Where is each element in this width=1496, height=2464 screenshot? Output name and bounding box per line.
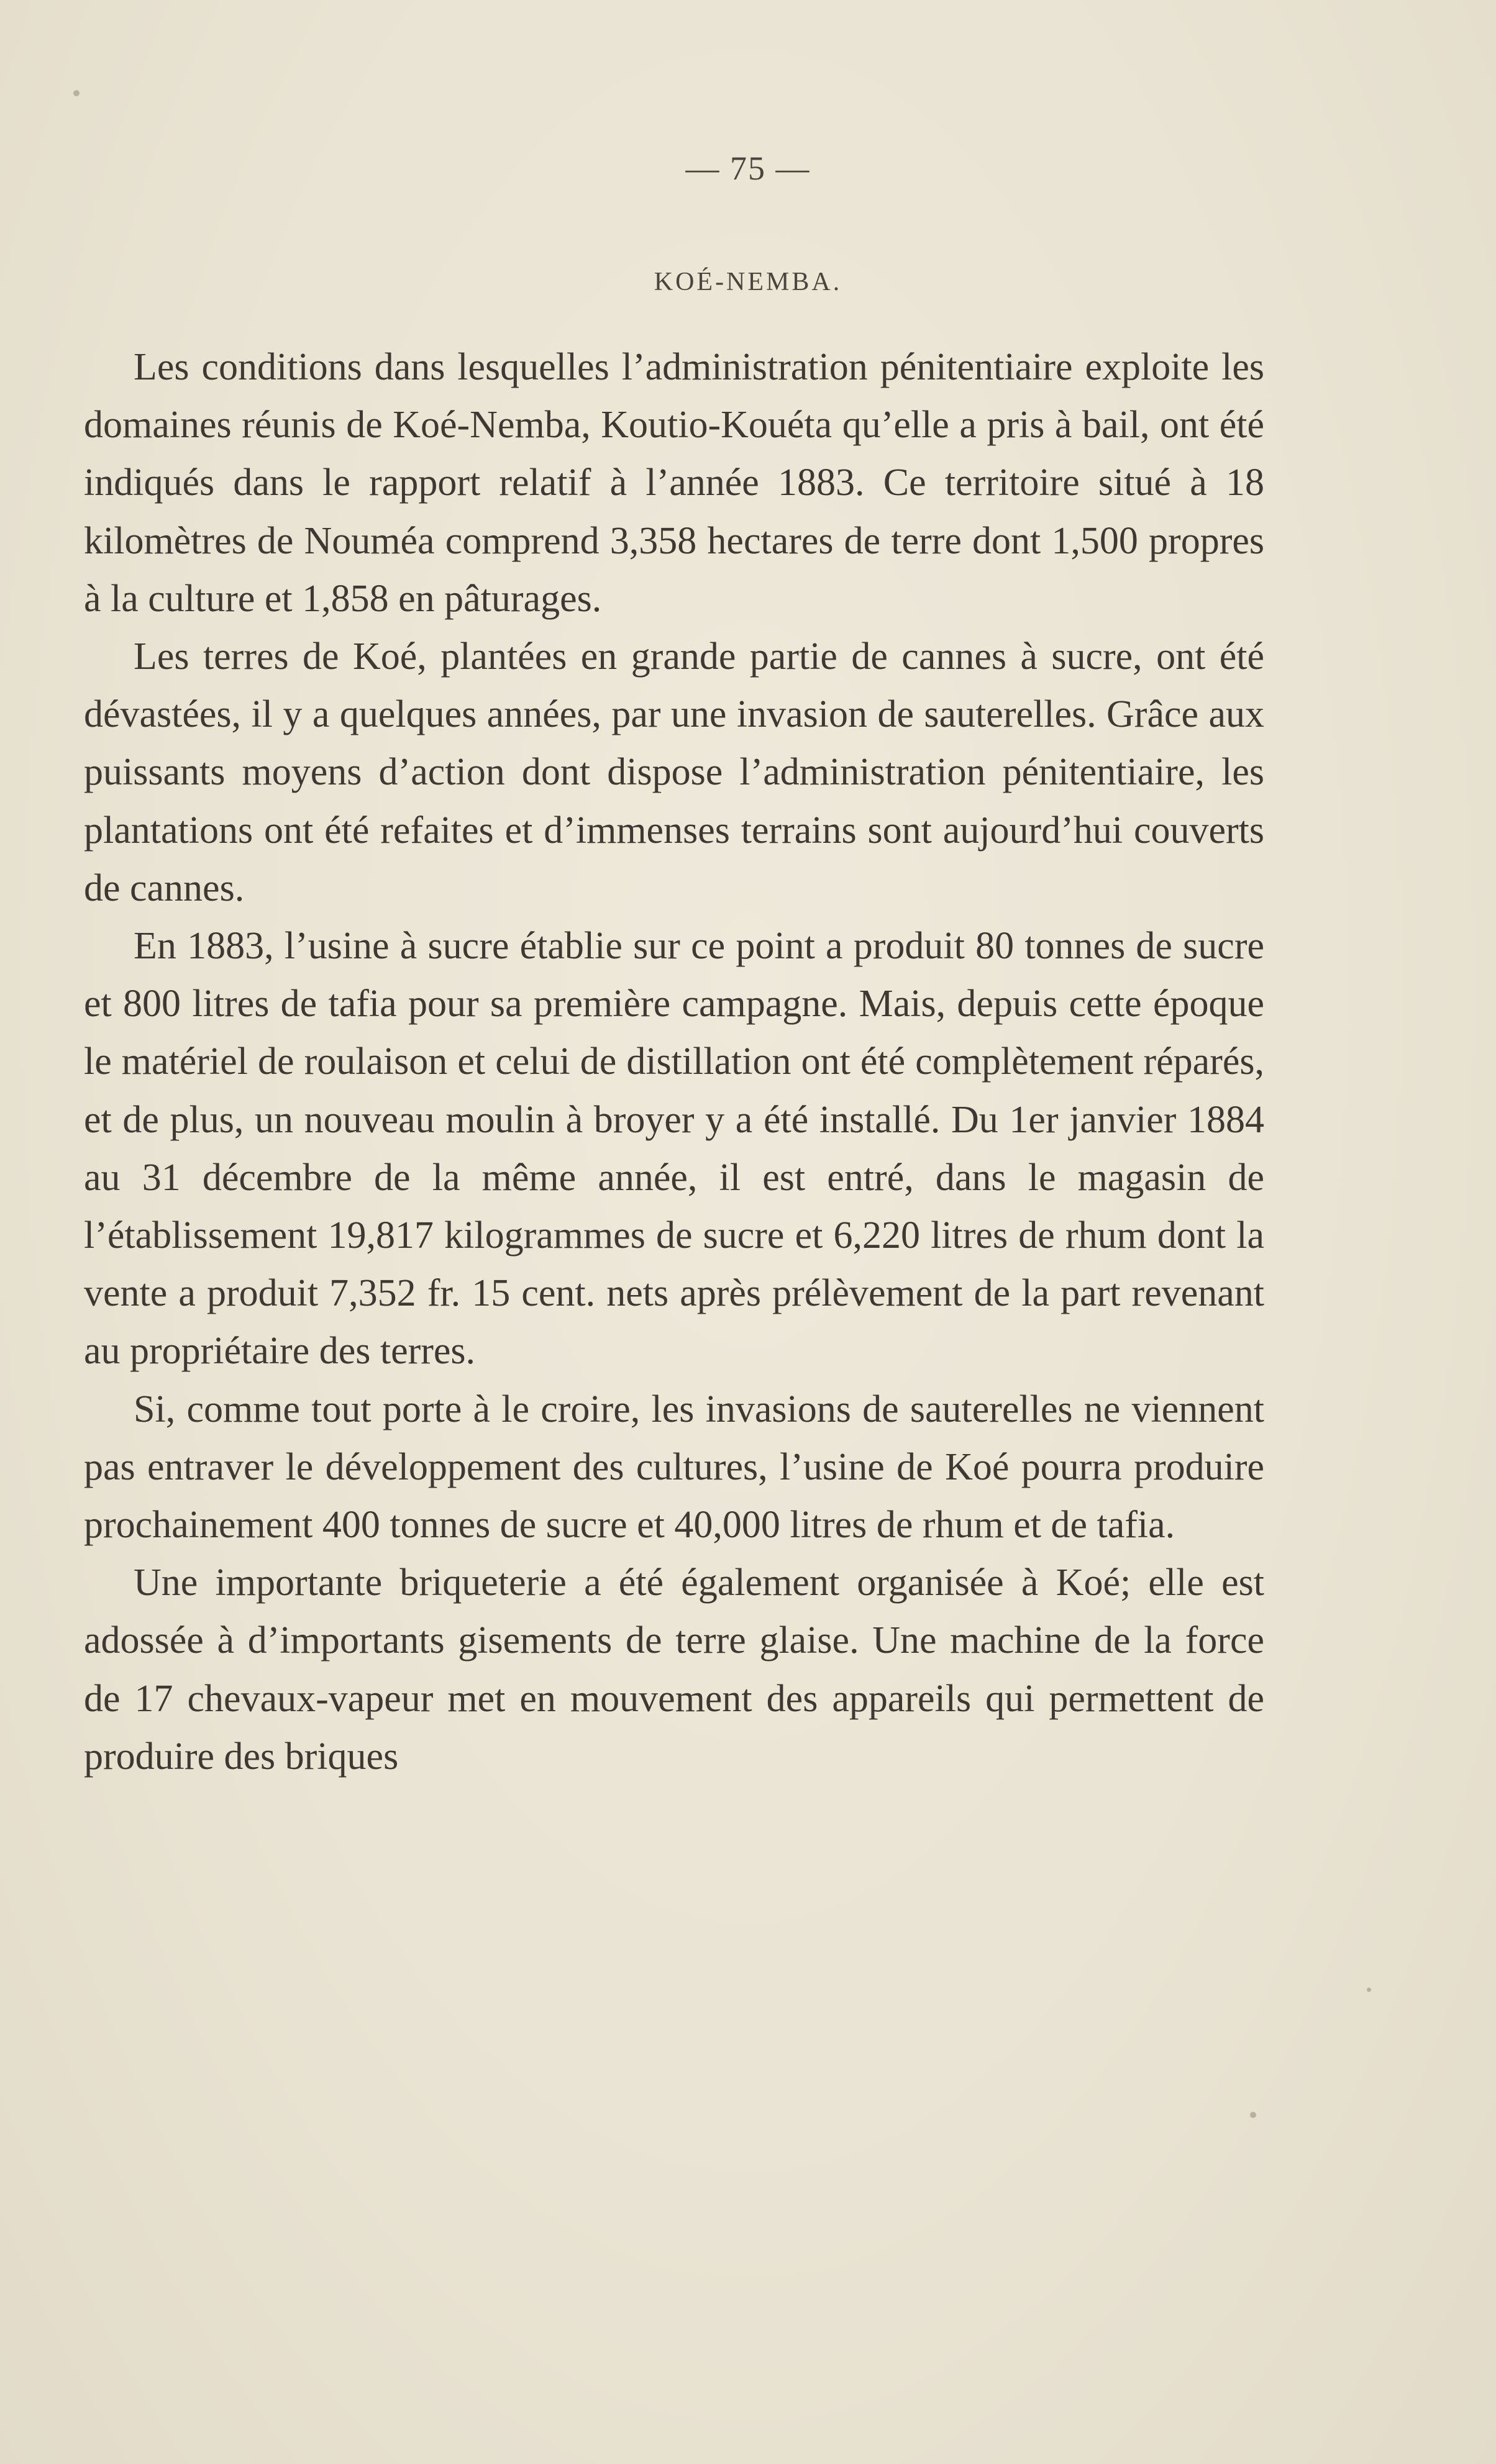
paper-speck — [1367, 1988, 1371, 1992]
paragraph-4: Si, comme tout porte à le croire, les invasions de sauterelles ne viennent pas entraver le développement des cultures, l’usine de Koé pourra produire prochainement 400 tonnes de sucre et 40,000 litres de rhum et de tafia. — [84, 1388, 1264, 1547]
paragraph-1: Les conditions dans lesquelles l’administration pénitentiaire exploite les domaines réunis de Koé-Nemba, Koutio-Kouéta qu’elle a pris à bail, ont été indiqués dans le rapport relatif à l’année 1883. Ce territoire situé à 18 kilomètres de Nouméa comprend 3,358 hectares de terre dont 1,500 propres à la culture et 1,858 en pâturages. — [84, 346, 1264, 620]
body-text — [84, 339, 1264, 1786]
paragraph-5: Une importante briqueterie a été également organisée à Koé; elle est adossée à d’importants gisements de terre glaise. Une machine de la force de 17 chevaux-vapeur met en mouvement des appareils qui permettent de produire des briques — [84, 1562, 1264, 1778]
paragraph-3: En 1883, l’usine à sucre établie sur ce point a produit 80 tonnes de sucre et 800 litres de tafia pour sa première campagne. Mais, depuis cette époque le matériel de roulaison et celui de distillation ont été complètement réparés, et de plus, un nouveau moulin à broyer y a été installé. Du 1er janvier 1884 au 31 décembre de la même année, il est entré, dans le magasin de l’établissement 19,817 kilogrammes de sucre et 6,220 litres de rhum dont la vente a produit 7,352 fr. 15 cent. nets après prélèvement de la part revenant au propriétaire des terres. — [84, 925, 1264, 1373]
page-number: — 75 — — [685, 150, 811, 187]
paper-speck — [73, 90, 80, 96]
paper-speck — [1250, 2112, 1256, 2118]
paragraph-2: Les terres de Koé, plantées en grande partie de cannes à sucre, ont été dévastées, il y a quelques années, par une invasion de sauterelles. Grâce aux puissants moyens d’action dont dispose l’administration pénitentiaire, les plantations ont été refaites et d’immenses terrains sont aujourd’hui couverts de cannes. — [84, 635, 1264, 909]
section-title: KOÉ-NEMBA. — [654, 268, 842, 296]
